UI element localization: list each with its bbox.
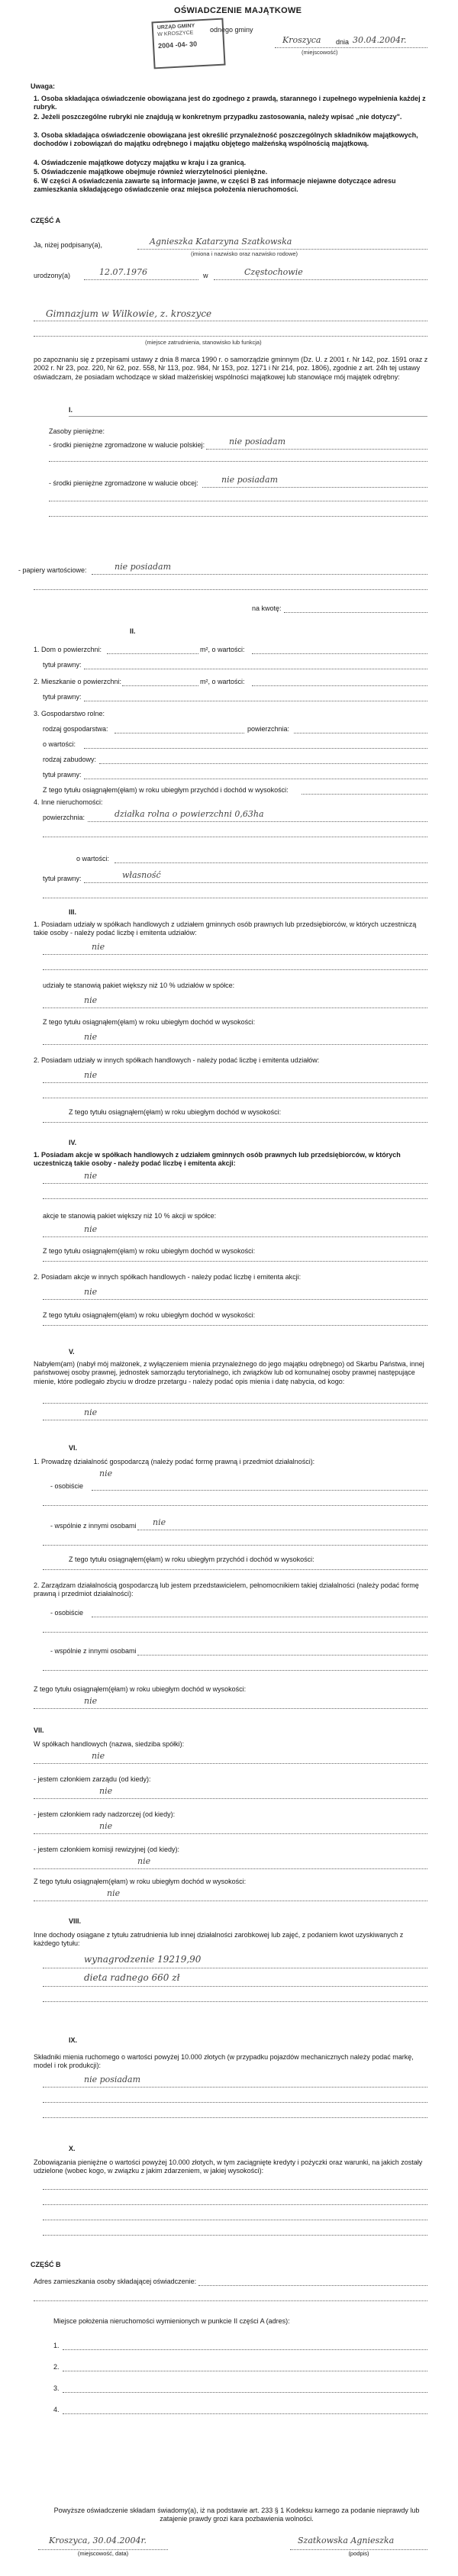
born-date-hand: 12.07.1976 <box>99 267 147 277</box>
s7-zarzad: - jestem członkiem zarządu (od kiedy): <box>34 1775 151 1783</box>
s7-zarzad-hand: nie <box>99 1786 113 1796</box>
pb-n3: 3. <box>53 2384 60 2392</box>
foreign-label: - środki pieniężne zgromadzone w walucie obcej: <box>49 479 198 487</box>
section-3-roman: III. <box>69 908 77 916</box>
section-10-roman: X. <box>69 2145 76 2152</box>
footer-sign-hand: Szatkowska Agnieszka <box>298 2536 395 2545</box>
s6-p2-dochod: Z tego tytułu osiągnąłem(ęłam) w roku ubiegłym dochód w wysokości: <box>34 1685 247 1693</box>
mieszkanie-unit: m², o wartości: <box>200 678 245 685</box>
adres-label: Adres zamieszkania osoby składającej oświadczenie: <box>34 2278 197 2285</box>
s9-hand: nie posiadam <box>84 2075 141 2084</box>
section-7-roman: VII. <box>34 1726 44 1734</box>
workplace-caption: (miejsce zatrudnienia, stanowisko lub funkcja) <box>145 339 262 346</box>
s6-osobiscie: - osobiście <box>50 1482 84 1490</box>
dom-label: 1. Dom o powierzchni: <box>34 646 102 653</box>
s3-p1-dochod: Z tego tytułu osiągnąłem(ęłam) w roku ubiegłym dochód w wysokości: <box>43 1018 256 1026</box>
foreign-hand: nie posiadam <box>221 475 279 485</box>
s6-wspolnie-hand: nie <box>153 1517 166 1527</box>
s4-p2-hand: nie <box>84 1287 98 1297</box>
s3-p2-hand: nie <box>84 1070 98 1080</box>
section-5-roman: V. <box>69 1348 75 1356</box>
section-1-roman: I. <box>69 406 73 414</box>
papiery-hand: nie posiadam <box>114 562 172 572</box>
s7-rada: - jestem członkiem rady nadzorczej (od kiedy): <box>34 1810 176 1818</box>
section-2-roman: II. <box>130 627 136 635</box>
ja-label: Ja, niżej podpisany(a), <box>34 241 103 249</box>
s6-p1: 1. Prowadzę działalność gospodarczą (należy podać formę prawną i przedmiot działalności): <box>34 1458 315 1465</box>
s8-text: Inne dochody osiągane z tytułu zatrudnienia lub innej działalności zarobkowej lub zajęć, z podaniem kwot uzyskiwanych z każdego tytułu: <box>34 1931 404 1948</box>
pb-n1: 1. <box>53 2342 60 2349</box>
s3-p2: 2. Posiadam udziały w innych spółkach handlowych - należy podać liczbę i emitenta udziałów: <box>34 1056 320 1064</box>
s6-p1-hand: nie <box>99 1469 113 1478</box>
wartosc-label: o wartości: <box>43 740 76 748</box>
s6-p1-dochod: Z tego tytułu osiągnąłem(ęłam) w roku ubiegłym przychód i dochód w wysokości: <box>69 1556 314 1563</box>
uwagi-item-5: 5. Oświadczenie majątkowe obejmuje również wierzytelności pieniężne. <box>34 168 268 176</box>
s3-udzialy: udziały te stanowią pakiet większy niż 10 % udziałów w spółce: <box>43 982 235 989</box>
workplace-hand: Gimnazjum w Wilkowie, z. kroszyce <box>46 308 212 319</box>
header-place-hand: Kroszyca <box>282 35 321 45</box>
s6-p2-osobiscie: - osobiście <box>50 1609 84 1617</box>
pb-n4: 4. <box>53 2406 60 2413</box>
date-prefix: dnia <box>336 38 350 46</box>
s5-hand: nie <box>84 1407 98 1417</box>
s4-akcje: akcje te stanowią pakiet większy niż 10 % akcji w spółce: <box>43 1212 217 1220</box>
section-6-roman: VI. <box>69 1444 78 1452</box>
inne-label: 4. Inne nieruchomości: <box>34 798 103 806</box>
mieszkanie-title: tytuł prawny: <box>43 693 82 701</box>
s8-line1-hand: wynagrodzenie 19219,90 <box>84 1954 202 1965</box>
part-a-heading: CZĘŚĆ A <box>31 217 61 224</box>
s3-p1: 1. Posiadam udziały w spółkach handlowych z udziałem gminnych osób prawnych lub przedsiębiorców, w których uczestniczą takie osoby - należy podać liczbę i emitenta udziałów: <box>34 920 417 937</box>
miejsce-label: Miejsce położenia nieruchomości wymienionych w punkcie II części A (adres): <box>53 2317 290 2325</box>
s7-dochod-hand: nie <box>107 1888 121 1898</box>
stamp-line-2: W KROSZYCE <box>157 30 194 37</box>
section-4-roman: IV. <box>69 1139 77 1146</box>
dom-unit: m², o wartości: <box>200 646 245 653</box>
inne-tytul-label: tytuł prawny: <box>43 875 82 882</box>
pln-hand: nie posiadam <box>229 437 286 447</box>
s4-p1: 1. Posiadam akcje w spółkach handlowych z udziałem gminnych osób prawnych lub przedsiębiorców, w których uczestniczą takie osoby - należy podać liczbę i emitenta akcji: <box>34 1151 401 1168</box>
s6-p2-dochod-hand: nie <box>84 1696 98 1706</box>
s4-p1-dochod: Z tego tytułu osiągnąłem(ęłam) w roku ubiegłym dochód w wysokości: <box>43 1247 256 1255</box>
pb-n2: 2. <box>53 2363 60 2371</box>
powierzchnia-label: powierzchnia: <box>247 725 290 733</box>
uwagi-item-4: 4. Oświadczenie majątkowe dotyczy majątku w kraju i za granicą. <box>34 159 247 166</box>
s3-p1-hand: nie <box>92 942 105 952</box>
gospodarstwo-label: 3. Gospodarstwo rolne: <box>34 710 105 717</box>
part-b-heading: CZĘŚĆ B <box>31 2261 61 2268</box>
uwagi-item-3: 3. Osoba składająca oświadczenie obowiązana jest określić przynależność poszczególnych składników majątkowych, dochodów i zobowiązań do majątku odrębnego i majątku objętego małżeńską wspólnością majątkową. <box>34 131 418 148</box>
na-kwote-label: na kwotę: <box>252 605 282 612</box>
section-9-roman: IX. <box>69 2036 78 2044</box>
s4-p2: 2. Posiadam akcje w innych spółkach handlowych - należy podać liczbę i emitenta akcji: <box>34 1273 302 1281</box>
s8-line2-hand: dieta radnego 660 zł <box>84 1972 180 1983</box>
subtitle: odnego gminy <box>210 26 253 34</box>
s6-p2: 2. Zarządzam działalnością gospodarczą lub jestem przedstawicielem, pełnomocnikiem takiej działalności (należy podać formę prawną i przedmiot działalności): <box>34 1581 419 1598</box>
s5-text: Nabyłem(am) (nabył mój małżonek, z wyłączeniem mienia przynależnego do jego majątku odrębnego) od Skarbu Państwa, innej państwowej osoby prawnej, jednostek samorządu terytorialnego, ich związków lub od komunalnej osoby prawnej następujące mienie, które podlegało zbyciu w drodze przetargu - należy podać opis mienia i datę nabycia, od kogo: <box>34 1360 424 1385</box>
s6-p2-wspolnie: - wspólnie z innymi osobami <box>50 1647 137 1655</box>
s7-hand: nie <box>92 1751 105 1761</box>
s7-dochod: Z tego tytułu osiągnąłem(ęłam) w roku ubiegłym dochód w wysokości: <box>34 1878 247 1885</box>
header-date-hand: 30.04.2004r. <box>353 35 407 45</box>
name-hand: Agnieszka Katarzyna Szatkowska <box>150 237 292 247</box>
uwagi-item-2: 2. Jeżeli poszczególne rubryki nie znajdują w konkretnym przypadku zastosowania, należy wpisać „nie dotyczy". <box>34 113 402 121</box>
intro-text: po zapoznaniu się z przepisami ustawy z dnia 8 marca 1990 r. o samorządzie gminnym (Dz. U. z 2001 r. Nr 142, poz. 1591 oraz z 2002 r. Nr 23, poz. 220, Nr 62, poz. 558, Nr 113, poz. 984, Nr 153, poz. 1271 i Nr 214, poz. 1806), zgodnie z art. 24h tej ustawy oświadczam, że posiadam wchodzące w skład małżeńskiej wspólności majątkowej lub stanowiące mój majątek odrębny: <box>34 356 428 381</box>
s9-text: Składniki mienia ruchomego o wartości powyżej 10.000 złotych (w przypadku pojazdów mechanicznych należy podać markę, model i rok produkcji): <box>34 2053 414 2070</box>
s4-akcje-hand: nie <box>84 1224 98 1234</box>
s7-komisja: - jestem członkiem komisji rewizyjnej (od kiedy): <box>34 1846 180 1853</box>
footer-sign-caption: (podpis) <box>290 2549 427 2557</box>
born-in-label: w <box>203 272 208 279</box>
s7-rada-hand: nie <box>99 1821 113 1831</box>
s4-p2-dochod: Z tego tytułu osiągnąłem(ęłam) w roku ubiegłym dochód w wysokości: <box>43 1311 256 1319</box>
tytul-label: tytuł prawny: <box>43 771 82 779</box>
footer-place-caption: (miejscowość, data) <box>38 2549 168 2557</box>
s3-p1-dochod-hand: nie <box>84 1032 98 1042</box>
section-8-roman: VIII. <box>69 1917 82 1925</box>
pln-label: - środki pieniężne zgromadzone w walucie polskiej: <box>49 441 205 449</box>
uwagi-item-1: 1. Osoba składająca oświadczenie obowiązana jest do zgodnego z prawdą, starannego i zupełnego wypełnienia każdej z rubryk. <box>34 95 426 111</box>
s10-text: Zobowiązania pieniężne o wartości powyżej 10.000 złotych, w tym zaciągnięte kredyty i pożyczki oraz warunki, na jakich zostały udzielone (wobec kogo, w związku z jakim zdarzeniem, w jakiej wysokości): <box>34 2158 423 2175</box>
inne-wart-label: o wartości: <box>76 855 110 862</box>
s3-p2-dochod: Z tego tytułu osiągnąłem(ęłam) w roku ubiegłym dochód w wysokości: <box>69 1108 282 1116</box>
footer-place-hand: Kroszyca, 30.04.2004r. <box>49 2536 147 2545</box>
office-stamp <box>151 18 225 69</box>
inne-tytul-hand: własność <box>122 870 161 880</box>
zabudowa-label: rodzaj zabudowy: <box>43 756 97 763</box>
uwagi-heading: Uwaga: <box>31 82 56 90</box>
name-caption: (imiona i nazwisko oraz nazwisko rodowe) <box>191 250 298 257</box>
s7-text: W spółkach handlowych (nazwa, siedziba spółki): <box>34 1740 185 1748</box>
s7-komisja-hand: nie <box>137 1856 151 1866</box>
born-label: urodzony(a) <box>34 272 71 279</box>
rodzaj-label: rodzaj gospodarstwa: <box>43 725 108 733</box>
stamp-line-1: URZĄD GMINY <box>156 23 195 31</box>
s6-wspolnie: - wspólnie z innymi osobami <box>50 1522 137 1530</box>
inne-pow-label: powierzchnia: <box>43 814 85 821</box>
footer-statement: Powyższe oświadczenie składam świadomy(a), iż na podstawie art. 233 § 1 Kodeksu karnego za podanie nieprawdy lub zatajenie prawdy grozi kara pozbawienia wolności. <box>53 2507 420 2523</box>
s3-udzialy-hand: nie <box>84 995 98 1005</box>
zasoby-label: Zasoby pieniężne: <box>49 427 105 435</box>
mieszkanie-label: 2. Mieszkanie o powierzchni: <box>34 678 122 685</box>
inne-pow-hand: działka rolna o powierzchni 0,63ha <box>114 809 264 819</box>
stamp-date: 2004 -04- 30 <box>157 39 198 50</box>
s4-p1-hand: nie <box>84 1171 98 1181</box>
papiery-label: - papiery wartościowe: <box>18 566 87 574</box>
born-place-hand: Częstochowie <box>244 267 303 277</box>
dochod-label: Z tego tytułu osiągnąłem(ęłam) w roku ubiegłym przychód i dochód w wysokości: <box>43 786 289 794</box>
uwagi-item-6: 6. W części A oświadczenia zawarte są informacje jawne, w części B zaś informacje niejawne dotyczące adresu zamieszkania składającego oświadczenie oraz miejsca położenia nieruchomości. <box>34 177 396 194</box>
dom-title: tytuł prawny: <box>43 661 82 669</box>
page-title: OŚWIADCZENIE MAJĄTKOWE <box>174 6 302 15</box>
place-caption: (miejscowość) <box>302 49 338 56</box>
